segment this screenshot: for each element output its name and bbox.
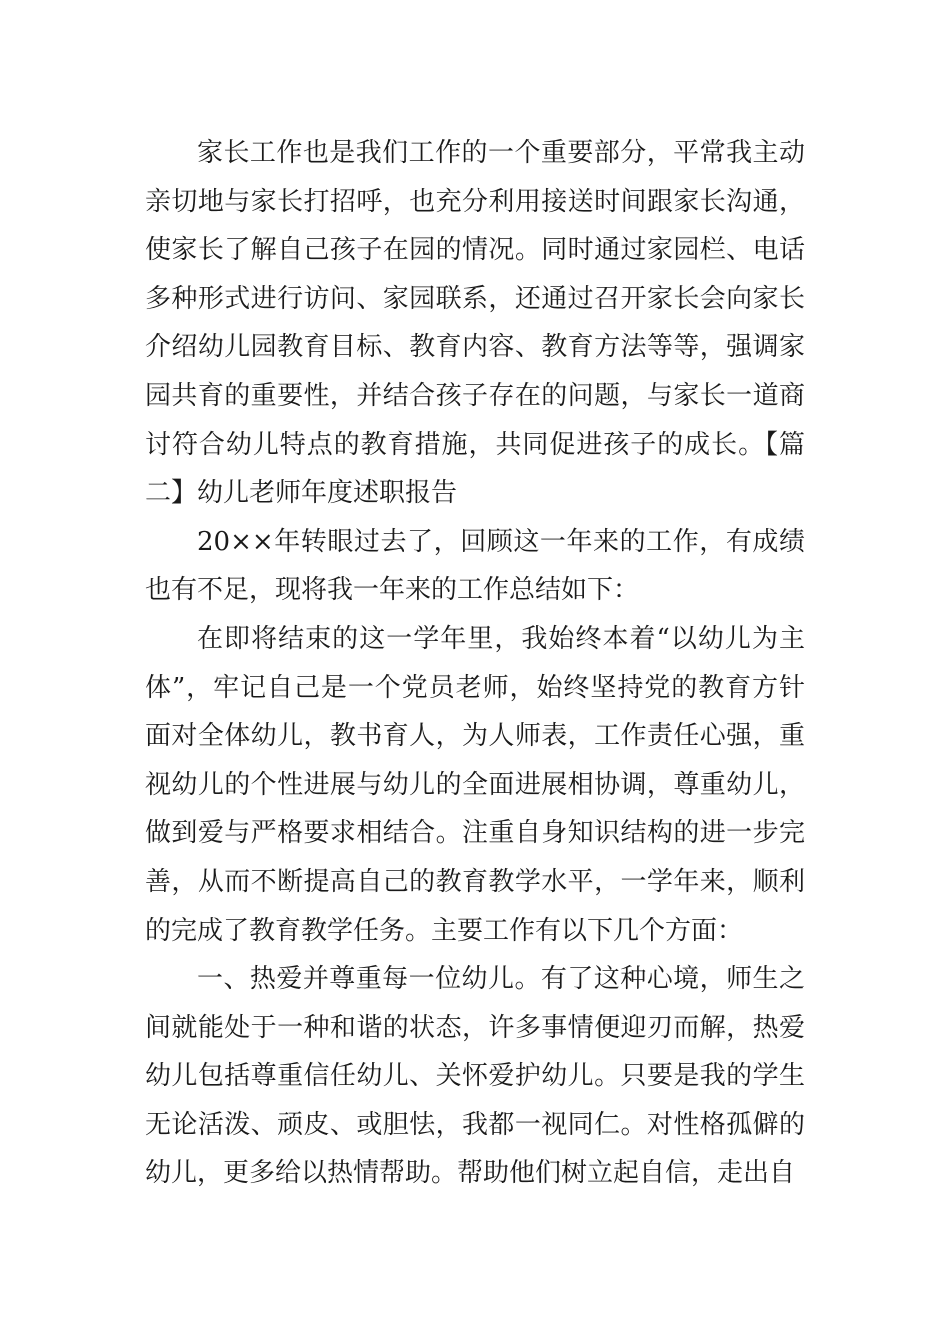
paragraph-love-and-respect: 一、热爱并尊重每一位幼儿。有了这种心境，师生之间就能处于一种和谐的状态，许多事情便迎刃而解，热爱幼儿包括尊重信任幼儿、关怀爱护幼儿。只要是我的学生无论活泼、顽皮、或胆怯，我都一视同仁。对性格孤僻的幼儿，更多给以热情帮助。帮助他们树立起自信，走出自 <box>145 964 805 1189</box>
paragraph-parent-work: 家长工作也是我们工作的一个重要部分，平常我主动亲切地与家长打招呼，也充分利用接送时间跟家长沟通，使家长了解自己孩子在园的情况。同时通过家园栏、电话多种形式进行访问、家园联系，还通过召开家长会向家长介绍幼儿园教育目标、教育内容、教育方法等等，强调家园共育的重要性，并结合孩子存在的问题，与家长一道商讨符合幼儿特点的教育措施，共同促进孩子的成长。【篇二】幼儿老师年度述职报告 <box>145 138 805 509</box>
document-page <box>145 129 805 1198</box>
paragraph-year-review: 20××年转眼过去了，回顾这一年来的工作，有成绩也有不足，现将我一年来的工作总结如下： <box>145 526 805 606</box>
paragraph-school-year-summary: 在即将结束的这一学年里，我始终本着“以幼儿为主体”，牢记自己是一个党员老师，始终坚持党的教育方针面对全体幼儿，教书育人，为人师表，工作责任心强，重视幼儿的个性进展与幼儿的全面进展相协调，尊重幼儿，做到爱与严格要求相结合。注重自身知识结构的进一步完善，从而不断提高自己的教育教学水平，一学年来，顺利的完成了教育教学任务。主要工作有以下几个方面： <box>145 623 805 946</box>
